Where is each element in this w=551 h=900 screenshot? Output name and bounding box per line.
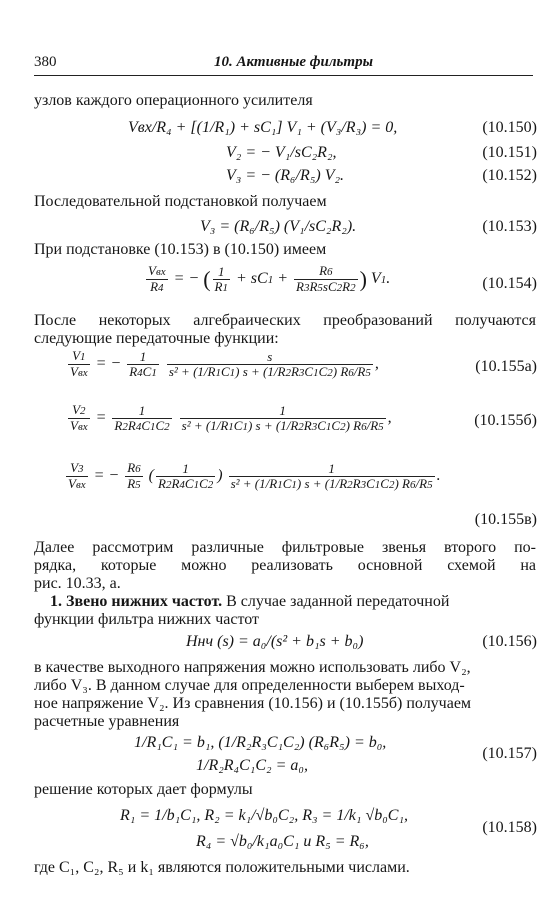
text-line-7c: ное напряжение V₂. Из сравнения (10.156) и (10.155б) получаем xyxy=(34,695,472,712)
text-line-8: решение которых дает формулы xyxy=(34,781,253,798)
text-line-1: узлов каждого операционного усилителя xyxy=(34,92,313,109)
eq-number-10-155c: (10.155в) xyxy=(474,511,537,528)
equation-10-155c: $\frac{V3}{\text{Vвх}}$ = − $\frac{R6}{R5}$ ( $\frac{1}{R2R4C1C2}$ ) $\frac{1}{\text{s² + (1/R1C1) s + (1/R2R3C1C2) R6/R5}}$ . xyxy=(68,460,441,491)
text-line-6b: функции фильтра нижних частот xyxy=(34,611,259,628)
eq-number-10-154: (10.154) xyxy=(482,275,537,292)
text-line-4b: следующие передаточные функции: xyxy=(34,330,279,347)
equation-10-155b: $\frac{V2}{\text{Vвх}}$ = $\frac{1}{R2R4C1C2}$ $\frac{1}{\text{s² + (1/R1C1) s + (1/R2R3C1C2) R6/R5}}$ , xyxy=(70,402,392,433)
text-line-2: Последовательной подстановкой получаем xyxy=(34,193,327,210)
eq-number-10-155b: (10.155б) xyxy=(474,412,537,429)
eq-number-10-150: (10.150) xyxy=(482,119,537,136)
equation-10-156: Hнч (s) = a₀/(s² + b₁s + b₀) xyxy=(186,633,364,650)
eq-number-10-155a: (10.155a) xyxy=(475,358,537,375)
text-line-7b: либо V₃. В данном случае для определенности выберем выход- xyxy=(34,677,465,694)
eq-number-10-151: (10.151) xyxy=(482,144,537,161)
eq-number-10-152: (10.152) xyxy=(482,167,537,184)
equation-10-158b: R₄ = √b₀/k₁a₀C₁ и R₅ = R₆, xyxy=(196,833,369,850)
eq-number-10-157: (10.157) xyxy=(482,745,537,762)
equation-10-150: Vвх/R₄ + [(1/R₁) + sC₁] V₁ + (V₃/R₃) = 0, xyxy=(128,119,398,136)
header-rule xyxy=(34,75,533,76)
text-line-5a: Далее рассмотрим различные фильтровые звенья второго по- xyxy=(34,539,536,556)
equation-10-158a: R₁ = 1/b₁C₁, R₂ = k₁/√b₀C₂, R₃ = 1/k₁ √b₀C₁, xyxy=(120,807,409,824)
page-number: 380 xyxy=(34,54,57,70)
equation-10-152: V₃ = − (R₆/R₅) V₂. xyxy=(226,167,345,184)
equation-10-151: V₂ = − V₁/sC₂R₂, xyxy=(226,144,337,161)
text-line-5b: рядка, которые можно реализовать основной схемой на xyxy=(34,557,536,574)
eq-number-10-153: (10.153) xyxy=(482,218,537,235)
section-heading-lowpass: 1. Звено нижних частот. xyxy=(50,593,223,610)
equation-10-155a: $\frac{V1}{\text{Vвх}}$ = − $\frac{1}{R4C1}$ $\frac{s}{\text{s² + (1/R1C1) s + (1/R2R3C1C2) R6/R5}}$ , xyxy=(70,348,379,379)
text-line-6a-rest: В случае заданной передаточной xyxy=(226,593,450,610)
page-header xyxy=(34,50,533,76)
text-line-4a: После некоторых алгебраических преобразований получаются xyxy=(34,312,536,329)
eq-number-10-158: (10.158) xyxy=(482,819,537,836)
equation-10-153: V₃ = (R₆/R₅) (V₁/sC₂R₂). xyxy=(200,218,357,235)
equation-10-157a: 1/R₁C₁ = b₁, (1/R₂R₃C₁C₂) (R₆R₅) = b₀, xyxy=(134,734,387,751)
running-title: 10. Активные фильтры xyxy=(214,54,373,70)
text-line-5c: рис. 10.33, а. xyxy=(34,575,121,592)
equation-10-154: $\frac{\text{Vвх}}{R4}$ = − ( $\frac{1}{R1}$ + sC1 + $\frac{R6}{R3R5sC2R2}$ ) V1. xyxy=(148,263,391,294)
text-line-3: При подстановке (10.153) в (10.150) имеем xyxy=(34,241,327,258)
text-line-6a xyxy=(50,592,449,612)
text-line-9: где C₁, C₂, R₅ и k₁ являются положительными числами. xyxy=(34,859,410,876)
equation-10-157b: 1/R₂R₄C₁C₂ = a₀, xyxy=(196,757,308,774)
eq-number-10-156: (10.156) xyxy=(482,633,537,650)
text-line-7a: в качестве выходного напряжения можно использовать либо V₂, xyxy=(34,659,471,676)
text-line-7d: расчетные уравнения xyxy=(34,713,180,730)
